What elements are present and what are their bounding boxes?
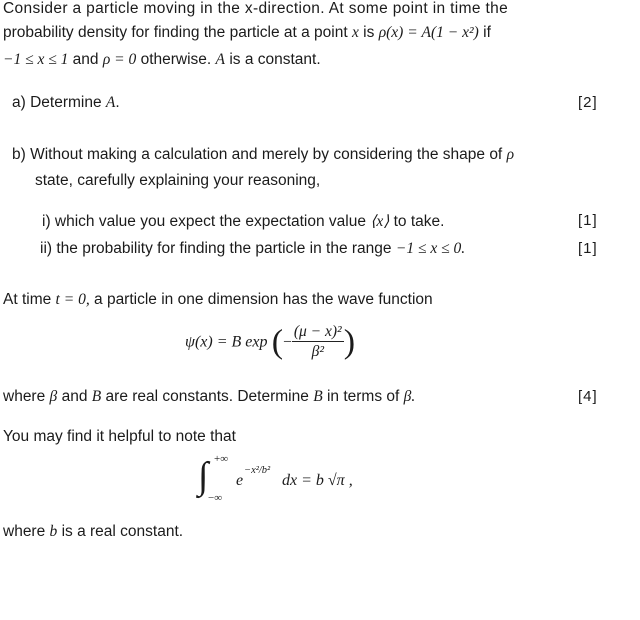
- integral-result: dx = b √π ,: [282, 472, 353, 489]
- integral-equation: [198, 455, 398, 510]
- var-A: A: [215, 51, 226, 68]
- part-a-marks: [2]: [578, 94, 598, 111]
- word-if: if: [483, 24, 491, 41]
- is-constant: is a constant.: [229, 51, 321, 68]
- B-var: B: [91, 388, 102, 405]
- part-b-text-2: state, carefully explaining your reasoning,: [35, 172, 321, 189]
- word-and: and: [72, 51, 99, 68]
- B-var-2: B: [313, 388, 323, 405]
- intro-line-1: [3, 0, 508, 18]
- beta-var-2: β.: [403, 388, 416, 405]
- part-a: [12, 94, 120, 112]
- and-word: and: [61, 388, 88, 405]
- where-marks: [4]: [578, 388, 598, 405]
- part-b-rho: ρ: [506, 146, 515, 163]
- intro-line-3: [3, 51, 321, 69]
- integral-upper-limit: +∞: [214, 453, 229, 465]
- where-word: where: [3, 388, 46, 405]
- part-a-var: A: [105, 94, 116, 111]
- intro-text-2: probability density for finding the particle at a point: [3, 24, 348, 41]
- integral-sign: ∫: [198, 455, 209, 497]
- wave-equation: [185, 322, 355, 363]
- where-line-1: [3, 388, 415, 406]
- intro-line-2: [3, 24, 491, 42]
- integrand-exponent: −x²/b²: [244, 465, 271, 476]
- part-a-dot: .: [115, 94, 120, 111]
- part-b-text-1: b) Without making a calculation and merely by considering the shape of: [12, 146, 503, 163]
- part-b-i-post: to take.: [393, 213, 445, 230]
- beta-var: β: [49, 388, 58, 405]
- wave-pre: At time: [3, 291, 52, 308]
- part-b-line-2: [35, 172, 320, 190]
- wave-post: a particle in one dimension has the wave function: [94, 291, 433, 308]
- part-b-ii: [40, 240, 465, 258]
- range-expression: −1 ≤ x ≤ 0.: [395, 240, 466, 257]
- where-line-2: [3, 523, 183, 541]
- word-is: is: [363, 24, 375, 41]
- part-b-i-text: i) which value you expect the expectation value: [42, 213, 366, 230]
- fraction-denominator: β²: [311, 343, 324, 361]
- integrand-e: e: [236, 472, 244, 489]
- right-paren: ): [343, 323, 356, 361]
- wave-intro: [3, 291, 433, 309]
- where-post: is a real constant.: [61, 523, 184, 540]
- part-b-i-marks: [1]: [578, 212, 598, 229]
- rho-zero: ρ = 0: [102, 51, 137, 68]
- helpful-note: You may find it helpful to note that: [3, 428, 236, 445]
- psi-expression: ψ(x) = B exp: [185, 333, 268, 351]
- where-word-2: where: [3, 523, 46, 540]
- part-b-ii-marks: [1]: [578, 240, 598, 257]
- intro-text-1: Consider a particle moving in the x-direction. At some point in time the: [3, 0, 509, 17]
- t-zero: t = 0,: [55, 291, 90, 308]
- expectation-x: ⟨x⟩: [370, 213, 390, 230]
- part-b-line-1: [12, 146, 514, 164]
- integral-lower-limit: −∞: [208, 492, 223, 504]
- left-paren: (: [271, 323, 284, 361]
- in-terms-of: in terms of: [326, 388, 400, 405]
- part-b-i: [42, 212, 444, 231]
- part-a-label: a) Determine: [12, 94, 102, 111]
- fraction-numerator: (μ − x)²: [292, 322, 344, 342]
- part-b-ii-text: ii) the probability for finding the particle in the range: [40, 240, 392, 257]
- b-var: b: [49, 523, 58, 540]
- var-x: x: [351, 24, 359, 41]
- where-mid: are real constants. Determine: [105, 388, 309, 405]
- rho-expression: ρ(x) = A(1 − x²): [378, 24, 479, 41]
- minus-sign: −: [283, 333, 292, 351]
- gaussian-fraction: [292, 322, 344, 363]
- x-range: −1 ≤ x ≤ 1: [3, 51, 69, 68]
- word-otherwise: otherwise.: [140, 51, 212, 68]
